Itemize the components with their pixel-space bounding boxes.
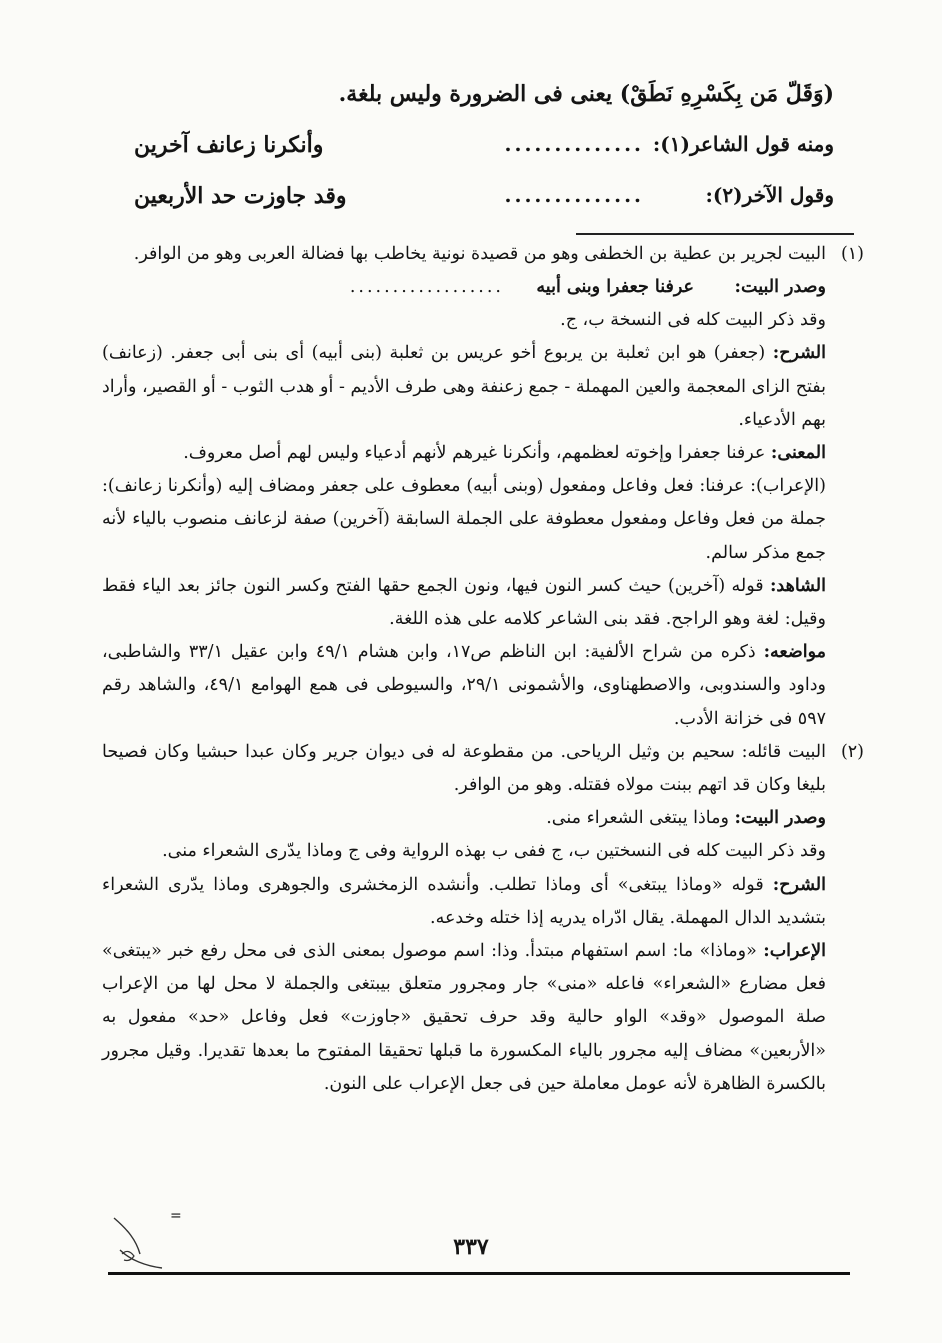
footnote-2-sharh: الشرح: قوله «وماذا يبتغى» أى وماذا تطلب. وأنشده الزمخشرى والجوهرى وماذا يدّرى الشعراء بتشديد الدال المهملة. يقال ادّراه يدريه إذا ختله وخدعه. [102,874,826,928]
footnote-1-intro: (١) البيت لجرير بن عطية بن الخطفى وهو من قصيدة نونية يخاطب بها فضالة العربى وهو من الوافر. [102,238,864,271]
verse-intro: ومنه قول الشاعر(١): [652,132,834,156]
footnote-1-mana: المعنى: عرفنا جعفرا وإخوته لعظمهم، وأنكرنا غيرهم لأنهم أدعياء وليس لهم أصل معروف. [183,443,826,464]
footnote-1-sharh: الشرح: (جعفر) هو ابن ثعلبة بن يربوع أخو عريس بن ثعلبة (بنى أبيه) أى بنى أبى جعفر. (زعانف) بفتح الزاى المعجمة والعين المهملة - جمع زعنفة وهى طرف الأديم - أو هدب الثوب - أو القصير، وأراد بهم الأدعياء. [102,343,826,430]
footnotes [102,238,864,1101]
sadr-label: وصدر البيت: [734,277,826,298]
bottom-rule [108,1272,850,1275]
verse-dots: .............. [504,132,644,156]
footnote-2-sadr: وصدر البيت: وماذا يبتغى الشعراء منى. [546,808,826,829]
footnote-separator [576,233,854,235]
verse-row-2 [134,183,834,219]
sadr-text: عرفنا جعفرا وبنى أبيه [536,277,694,298]
verse-intro: وقول الآخر(٢): [705,183,834,207]
verse-dots: .............. [504,183,644,207]
footnote-number: (٢) [840,741,864,762]
margin-mark: = [170,1208,182,1224]
verse-text: وأنكرنا زعانف آخرين [134,132,324,158]
main-text: (وَقَلّ مَن بِكَسْرِهِ نَطَقْ) يعنى فى الضرورة وليس بلغة. [338,81,834,107]
verse-row-1 [134,132,834,168]
footnote-2-intro: (٢) البيت قائله: سحيم بن وثيل الرياحى. من مقطوعة له فى ديوان جرير وكان عبدا حبشيا وكان فصيحا بليغا وكان قد اتهم ببنت مولاه فقتله. وهو من الوافر. [102,736,864,802]
sadr-dots: .................. [349,277,504,298]
footnote-1-mawadi: مواضعه: ذكره من شراح الألفية: ابن الناظم ص١٧، وابن هشام ٤٩/١ وابن عقيل ٣٣/١ والشاطبى، وداود والسندوبى، والاصطهناوى، والأشمونى ٢٩/١، والسيوطى فى همع الهوامع ٤٩/١، والشاهد رقم ٥٩٧ فى خزانة الأدب. [102,642,826,729]
footnote-1-irab: (الإعراب): عرفنا: فعل وفاعل ومفعول (وبنى أبيه) معطوف على جعفر ومضاف إليه (وأنكرنا زعانف): جملة من فعل وفاعل ومفعول معطوفة على الجملة السابقة (آخرين) صفة لزعانف منصوب بالياء لأنه جمع مذكر سالم. [102,476,826,563]
page-number: ٣٣٧ [453,1234,489,1260]
footnote-number: (١) [840,244,864,264]
verse-text: وقد جاوزت حد الأربعين [134,183,347,209]
footnote-2-irab: الإعراب: «وماذا» ما: اسم استفهام مبتدأ. وذا: اسم موصول بمعنى الذى فى محل رفع خبر «يبتغى» فعل مضارع «الشعراء» فاعله «منى» جار ومجرور متعلق بيبتغى والجملة لا محل لها من الإعراب صلة الموصول «وقد» الواو حالية وقد حرف تحقيق «جاوزت» فعل وفاعل «حد» مفعول به «الأربعين» مضاف إليه مجرور بالياء المكسورة ما قبلها تحقيقا المفتوح ما بعدها تقديرا. وقيل مجرور بالكسرة الظاهرة لأنه عومل معاملة حين فى جعل الإعراب على النون. [102,941,826,1094]
footnote-2-copies: وقد ذكر البيت كله فى النسختين ب، ج ففى ب بهذه الرواية وفى ج وماذا يدّرى الشعراء منى. [162,841,826,862]
footnote-1-sadr [102,271,864,304]
footnote-1-shahid: الشاهد: قوله (آخرين) حيث كسر النون فيها، ونون الجمع حقها الفتح وكسر النون جائز بعد الياء فقط وقيل: لغة وهو الراجح. فقد بنى الشاعر كلامه على هذه اللغة. [102,575,826,630]
footnote-1-copies: وقد ذكر البيت كله فى النسخة ب، ج. [560,310,826,331]
